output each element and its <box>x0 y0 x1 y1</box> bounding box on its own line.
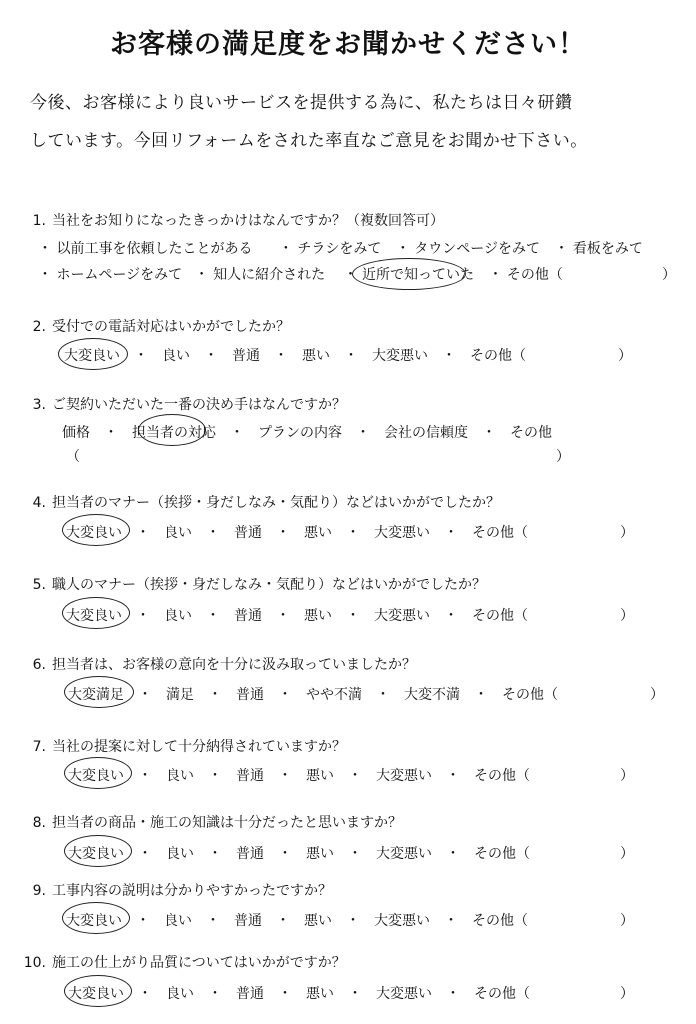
question-number: 6. <box>32 657 46 673</box>
question-number: 1. <box>32 213 46 229</box>
question-1-options-line-2 <box>38 264 563 284</box>
question-2 <box>12 316 290 336</box>
option[interactable]: その他（ <box>470 348 526 364</box>
option[interactable]: 大変悪い <box>376 846 432 862</box>
option[interactable]: その他 <box>510 425 552 441</box>
option[interactable]: ・ 以前工事を依頼したことがある <box>38 241 253 257</box>
option[interactable]: 普通 <box>236 846 264 862</box>
question-number: 9. <box>32 883 46 899</box>
question-10 <box>12 952 346 972</box>
option[interactable]: 良い <box>164 525 192 541</box>
question-number: 10. <box>23 955 46 971</box>
option[interactable]: その他（ <box>474 846 530 862</box>
question-7-options: 大変良い ・ 良い ・ 普通 ・ 悪い ・ 大変悪い ・ その他（ <box>68 765 530 785</box>
option[interactable]: やや不満 <box>306 687 362 703</box>
close-paren: ） <box>662 267 676 283</box>
option[interactable]: 普通 <box>232 348 260 364</box>
question-text: 施工の仕上がり品質についてはいかがですか？ <box>52 955 346 971</box>
question-number: 4. <box>32 495 46 511</box>
question-4 <box>12 492 500 512</box>
option[interactable]: 大変悪い <box>374 525 430 541</box>
question-text: 職人のマナー（挨拶・身だしなみ・気配り）などはいかがでしたか？ <box>52 577 486 593</box>
page-title: お客様の満足度をお聞かせください！ <box>110 29 586 60</box>
option[interactable]: 普通 <box>236 687 264 703</box>
option[interactable]: 良い <box>162 348 190 364</box>
close-paren: ） <box>620 846 634 862</box>
question-4-options: 大変良い ・ 良い ・ 普通 ・ 悪い ・ 大変悪い ・ その他（ <box>66 522 528 542</box>
option[interactable]: その他（ <box>472 913 528 929</box>
option-selected[interactable]: 大変良い <box>68 768 124 784</box>
option[interactable]: その他（ <box>474 986 530 1002</box>
option[interactable]: 大変悪い <box>374 913 430 929</box>
question-1-options-line-1 <box>38 238 643 258</box>
question-1 <box>12 210 444 230</box>
option[interactable]: 良い <box>166 846 194 862</box>
option[interactable]: 良い <box>164 913 192 929</box>
question-2-options: 大変良い ・ 良い ・ 普通 ・ 悪い ・ 大変悪い ・ その他（ <box>64 345 526 365</box>
question-text: ご契約いただいた一番の決め手はなんですか？ <box>52 397 346 413</box>
question-3 <box>12 394 346 414</box>
option-selected[interactable]: 大変良い <box>66 913 122 929</box>
question-text: 工事内容の説明は分かりやすかったですか？ <box>52 883 332 899</box>
question-5 <box>12 574 486 594</box>
option-selected[interactable]: 担当者の対応 <box>132 425 216 441</box>
option[interactable]: 普通 <box>234 608 262 624</box>
option[interactable]: 普通 <box>234 913 262 929</box>
option[interactable]: ・ その他（ <box>488 267 563 283</box>
close-paren: ） <box>650 687 664 703</box>
question-3-options: 価格 ・ 担当者の対応 ・ プランの内容 ・ 会社の信頼度 ・ その他 <box>62 422 552 442</box>
question-text: 担当者は、お客様の意向を十分に汲み取っていましたか？ <box>52 657 416 673</box>
option[interactable]: 普通 <box>234 525 262 541</box>
option[interactable]: その他（ <box>502 687 558 703</box>
option-selected[interactable]: 大変良い <box>68 986 124 1002</box>
option[interactable]: 悪い <box>304 608 332 624</box>
question-number: 3. <box>32 397 46 413</box>
option[interactable]: ・ タウンページをみて <box>395 241 540 257</box>
option[interactable]: 普通 <box>236 986 264 1002</box>
option[interactable]: ・ チラシをみて <box>278 241 382 257</box>
option[interactable]: 悪い <box>304 913 332 929</box>
question-number: 8. <box>32 815 46 831</box>
open-paren: （ <box>66 449 80 465</box>
close-paren: ） <box>620 913 634 929</box>
question-number: 5. <box>32 577 46 593</box>
option-selected[interactable]: 大変良い <box>66 608 122 624</box>
close-paren: ） <box>620 608 634 624</box>
question-7 <box>12 736 346 756</box>
question-text: 担当者の商品・施工の知識は十分だったと思いますか？ <box>52 815 402 831</box>
question-5-options: 大変良い ・ 良い ・ 普通 ・ 悪い ・ 大変悪い ・ その他（ <box>66 605 528 625</box>
option[interactable]: 悪い <box>306 768 334 784</box>
option[interactable]: 悪い <box>306 846 334 862</box>
question-number: 7. <box>32 739 46 755</box>
option[interactable]: 良い <box>164 608 192 624</box>
question-9-options: 大変良い ・ 良い ・ 普通 ・ 悪い ・ 大変悪い ・ その他（ <box>66 910 528 930</box>
option[interactable]: 悪い <box>302 348 330 364</box>
intro-line-1: 今後、お客様により良いサービスを提供する為に、私たちは日々研鑽 <box>30 93 573 113</box>
option-selected[interactable]: ・ 近所で知っていた <box>343 267 474 283</box>
question-8-options: 大変良い ・ 良い ・ 普通 ・ 悪い ・ 大変悪い ・ その他（ <box>68 843 530 863</box>
option[interactable]: その他（ <box>472 608 528 624</box>
option[interactable]: 普通 <box>236 768 264 784</box>
option-selected[interactable]: 大変満足 <box>68 687 124 703</box>
option[interactable]: 大変悪い <box>372 348 428 364</box>
option[interactable]: 大変悪い <box>374 608 430 624</box>
question-text: 受付での電話対応はいかがでしたか？ <box>52 319 290 335</box>
option-selected[interactable]: 大変良い <box>68 846 124 862</box>
question-text: 当社の提案に対して十分納得されていますか？ <box>52 739 346 755</box>
option[interactable]: プランの内容 <box>258 425 342 441</box>
option[interactable]: 大変不満 <box>404 687 460 703</box>
question-number: 2. <box>32 319 46 335</box>
close-paren: ） <box>620 986 634 1002</box>
option[interactable]: 良い <box>166 986 194 1002</box>
question-9 <box>12 880 332 900</box>
close-paren: ） <box>556 449 570 465</box>
option-selected[interactable]: 大変良い <box>64 348 120 364</box>
close-paren: ） <box>620 525 634 541</box>
option[interactable]: 大変悪い <box>376 768 432 784</box>
close-paren: ） <box>618 348 632 364</box>
question-6-options: 大変満足 ・ 満足 ・ 普通 ・ やや不満 ・ 大変不満 ・ その他（ <box>68 684 558 704</box>
option[interactable]: 満足 <box>166 687 194 703</box>
question-text: 担当者のマナー（挨拶・身だしなみ・気配り）などはいかがでしたか？ <box>52 495 500 511</box>
option[interactable]: ・ 看板をみて <box>554 241 643 257</box>
option[interactable]: 価格 <box>62 425 90 441</box>
question-10-options: 大変良い ・ 良い ・ 普通 ・ 悪い ・ 大変悪い ・ その他（ <box>68 983 530 1003</box>
option[interactable]: 悪い <box>306 986 334 1002</box>
option[interactable]: 悪い <box>304 525 332 541</box>
question-6 <box>12 654 416 674</box>
option[interactable]: 大変悪い <box>376 986 432 1002</box>
option-selected[interactable]: 大変良い <box>66 525 122 541</box>
question-text: 当社をお知りになったきっかけはなんですか？（複数回答可） <box>52 213 444 229</box>
option[interactable]: 良い <box>166 768 194 784</box>
question-8 <box>12 812 402 832</box>
option[interactable]: その他（ <box>474 768 530 784</box>
option[interactable]: ・ ホームページをみて <box>38 267 183 283</box>
option[interactable]: ・ 知人に紹介された <box>194 267 326 283</box>
intro-line-2: しています。今回リフォームをされた率直なご意見をお聞かせ下さい。 <box>30 131 588 151</box>
option[interactable]: 会社の信頼度 <box>384 425 468 441</box>
option[interactable]: その他（ <box>472 525 528 541</box>
close-paren: ） <box>620 768 634 784</box>
